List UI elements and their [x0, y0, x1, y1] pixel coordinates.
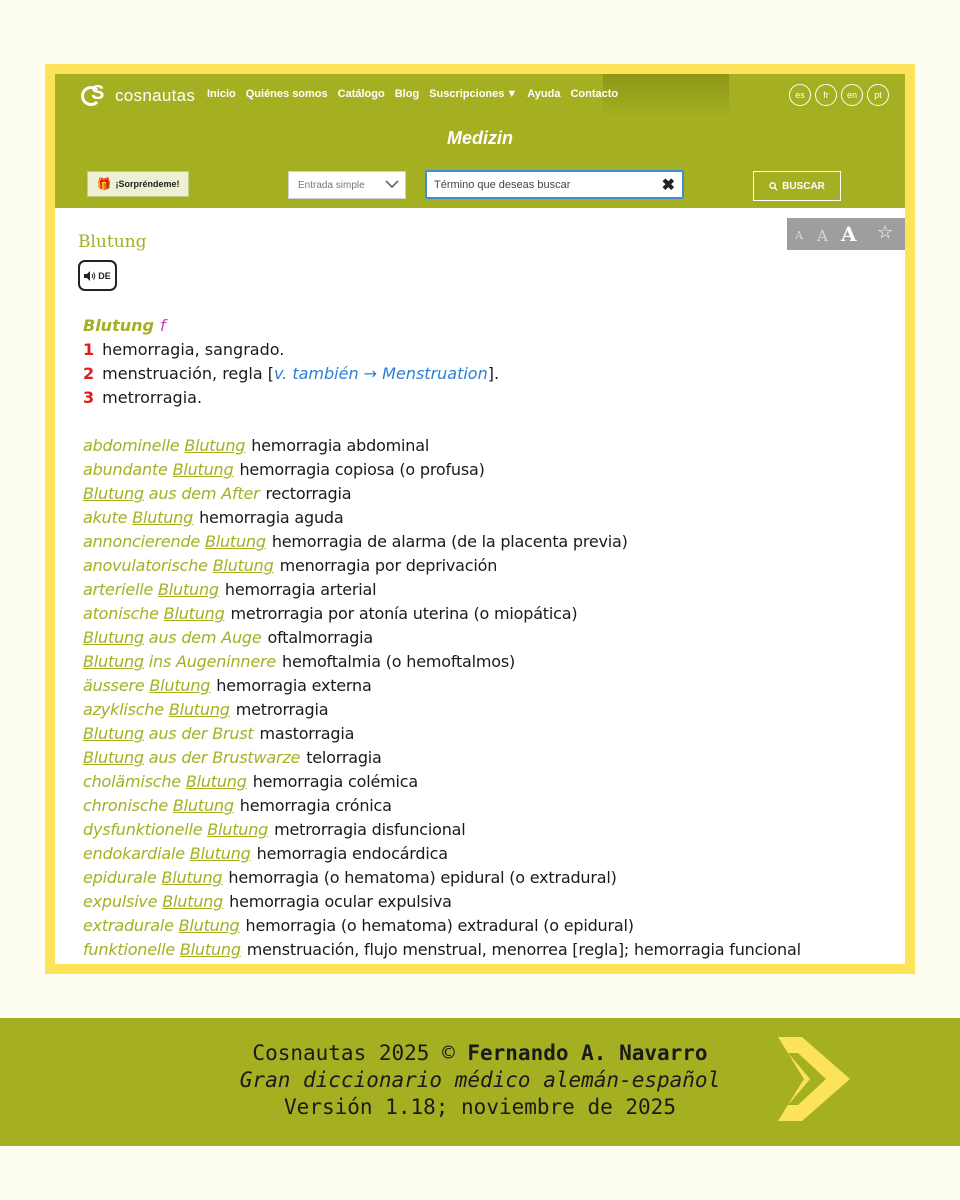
phrase-row	[83, 650, 899, 674]
phrase-german: akute Blutung	[83, 508, 194, 527]
font-size-toolbar	[787, 218, 905, 250]
headword-link[interactable]: Blutung	[184, 436, 246, 455]
lang-es-button[interactable]: es	[789, 84, 811, 106]
audio-pronunciation-button[interactable]: DE	[78, 260, 117, 291]
phrase-german: Blutung aus der Brustwarze	[83, 748, 301, 767]
headword-link[interactable]: Blutung	[83, 484, 144, 503]
phrase-spanish: hemorragia (o hematoma) extradural (o epidural)	[245, 916, 634, 935]
surprise-me-button[interactable]: 🎁 ¡Sorpréndeme!	[87, 171, 189, 197]
phrase-row	[83, 434, 899, 458]
nav-item-ayuda[interactable]: Ayuda	[527, 88, 561, 100]
phrase-row	[83, 794, 899, 818]
phrase-german: Blutung aus dem After	[83, 484, 260, 503]
phrase-german: arterielle Blutung	[83, 580, 219, 599]
chevron-arrow-icon	[776, 1037, 852, 1121]
headword-link[interactable]: Blutung	[83, 652, 144, 671]
entry-lemma-line	[83, 314, 499, 338]
footer-banner	[0, 1018, 960, 1146]
phrase-row	[83, 818, 899, 842]
headword-link[interactable]: Blutung	[163, 604, 225, 623]
language-switcher	[789, 84, 889, 106]
phrase-spanish: hemorragia arterial	[224, 580, 377, 599]
headword-link[interactable]: Blutung	[204, 532, 266, 551]
headword-link[interactable]: Blutung	[178, 916, 240, 935]
phrase-spanish: hemorragia externa	[216, 676, 372, 695]
font-size-large-button[interactable]: A	[841, 222, 857, 246]
phrase-row	[83, 554, 899, 578]
phrase-spanish: metrorragia por atonía uterina (o miopática)	[230, 604, 578, 623]
phrase-german: chronische Blutung	[83, 796, 234, 815]
phrase-spanish: menstruación, flujo menstrual, menorrea [regla]; hemorragia funcional	[246, 940, 801, 959]
headword-link[interactable]: Blutung	[158, 580, 219, 599]
nav-item-inicio[interactable]: Inicio	[207, 88, 236, 100]
phrase-spanish: hemorragia abdominal	[251, 436, 430, 455]
phrase-spanish: hemorragia colémica	[252, 772, 418, 791]
lang-en-button[interactable]: en	[841, 84, 863, 106]
phrase-german: abundante Blutung	[83, 460, 234, 479]
phrase-spanish: metrorragia disfuncional	[274, 820, 466, 839]
phrase-spanish: hemorragia ocular expulsiva	[229, 892, 452, 911]
main-nav	[207, 88, 618, 100]
phrase-spanish: hemoftalmia (o hemoftalmos)	[282, 652, 516, 671]
phrase-spanish: hemorragia endocárdica	[256, 844, 448, 863]
phrase-row	[83, 626, 899, 650]
search-input[interactable]: Término que deseas buscar ✖	[425, 170, 684, 199]
footer-copyright: Cosnautas 2025 © Fernando A. Navarro	[252, 1041, 708, 1065]
phrase-spanish: hemorragia aguda	[199, 508, 344, 527]
headword-link[interactable]: Blutung	[179, 940, 241, 959]
phrase-german: azyklische Blutung	[83, 700, 230, 719]
phrase-row	[83, 482, 899, 506]
cross-reference-link[interactable]: v. también → Menstruation	[274, 364, 488, 383]
headword-link[interactable]: Blutung	[168, 700, 230, 719]
headword-link[interactable]: Blutung	[149, 676, 211, 695]
headword-link[interactable]: Blutung	[189, 844, 251, 863]
headword-link[interactable]: Blutung	[161, 868, 223, 887]
phrase-row	[83, 938, 899, 962]
phrase-row	[83, 458, 899, 482]
speaker-icon	[84, 271, 96, 281]
sense-1: 1 hemorragia, sangrado.	[83, 340, 285, 359]
phrase-german: abdominelle Blutung	[83, 436, 246, 455]
phrase-spanish: hemorragia de alarma (de la placenta previa)	[271, 532, 628, 551]
phrase-german: cholämische Blutung	[83, 772, 247, 791]
phrase-spanish: telorragia	[306, 748, 382, 767]
gender-marker: f	[159, 316, 166, 335]
headword-link[interactable]: Blutung	[207, 820, 269, 839]
phrase-german: funktionelle Blutung	[83, 940, 241, 959]
cosnautas-logo-icon: S	[81, 85, 109, 107]
nav-item-catalogo[interactable]: Catálogo	[337, 88, 385, 100]
phrase-row	[83, 506, 899, 530]
phrase-german: endokardiale Blutung	[83, 844, 251, 863]
footer-version: Versión 1.18; noviembre de 2025	[284, 1095, 676, 1119]
lang-fr-button[interactable]: fr	[815, 84, 837, 106]
search-mode-select[interactable]: Entrada simple	[288, 171, 406, 199]
phrase-german: extradurale Blutung	[83, 916, 240, 935]
caret-down-icon: ▼	[506, 88, 518, 100]
phrase-row	[83, 770, 899, 794]
phrase-row	[83, 866, 899, 890]
nav-item-blog[interactable]: Blog	[394, 88, 420, 100]
headword-link[interactable]: Blutung	[162, 892, 224, 911]
site-logo[interactable]	[81, 83, 195, 109]
site-header	[55, 74, 905, 208]
entry-definition	[83, 314, 499, 410]
headword-link[interactable]: Blutung	[83, 724, 144, 743]
lemma: Blutung	[83, 316, 154, 335]
clear-icon[interactable]: ✖	[661, 177, 675, 194]
headword-link[interactable]: Blutung	[83, 628, 144, 647]
phrase-row	[83, 602, 899, 626]
phrase-spanish: hemorragia copiosa (o profusa)	[239, 460, 485, 479]
headword-link[interactable]: Blutung	[132, 508, 194, 527]
phrase-spanish: oftalmorragia	[267, 628, 374, 647]
phrase-german: Blutung ins Augeninnere	[83, 652, 276, 671]
headword-link[interactable]: Blutung	[172, 796, 234, 815]
headword-link[interactable]: Blutung	[172, 460, 234, 479]
phrase-spanish: hemorragia crónica	[239, 796, 392, 815]
logo-text: cosnautas	[115, 86, 196, 105]
search-button[interactable]: BUSCAR	[753, 171, 841, 201]
nav-item-quienes-somos[interactable]: Quiénes somos	[245, 88, 328, 100]
phrase-german: Blutung aus dem Auge	[83, 628, 262, 647]
star-icon[interactable]: ☆	[877, 222, 894, 243]
headword-link[interactable]: Blutung	[185, 772, 247, 791]
phrase-german: äussere Blutung	[83, 676, 211, 695]
phrase-spanish: hemorragia (o hematoma) epidural (o extradural)	[228, 868, 617, 887]
phrase-row	[83, 746, 899, 770]
phrase-row	[83, 722, 899, 746]
phrase-row	[83, 674, 899, 698]
gift-icon: 🎁	[96, 177, 112, 191]
phrase-german: atonische Blutung	[83, 604, 225, 623]
sense-2: 2 menstruación, regla [v. también → Menstruation].	[83, 364, 500, 383]
phrase-row	[83, 698, 899, 722]
phrase-spanish: metrorragia	[235, 700, 329, 719]
search-icon	[769, 182, 778, 191]
nav-item-contacto[interactable]: Contacto	[570, 88, 619, 100]
sense-3: 3 metrorragia.	[83, 388, 203, 407]
dictionary-title: Medizin	[447, 128, 513, 148]
chevron-down-icon	[385, 177, 399, 191]
phrase-row	[83, 842, 899, 866]
phrase-german: epidurale Blutung	[83, 868, 223, 887]
headword-link[interactable]: Blutung	[83, 748, 144, 767]
footer-dictionary-title: Gran diccionario médico alemán-español	[239, 1068, 721, 1092]
phrase-spanish: rectorragia	[265, 484, 352, 503]
font-size-medium-button[interactable]: A	[817, 227, 828, 245]
phrase-german: expulsive Blutung	[83, 892, 224, 911]
lang-pt-button[interactable]: pt	[867, 84, 889, 106]
phrase-row	[83, 578, 899, 602]
phrase-german: annoncierende Blutung	[83, 532, 266, 551]
entry-headword: Blutung	[78, 232, 147, 252]
nav-item-suscripciones[interactable]: Suscripciones ▼	[429, 88, 518, 100]
phrase-german: dysfunktionelle Blutung	[83, 820, 269, 839]
phrase-row	[83, 530, 899, 554]
browser-viewport	[55, 74, 905, 964]
phrase-row	[83, 890, 899, 914]
phrase-german: Blutung aus der Brust	[83, 724, 254, 743]
phrase-row	[83, 914, 899, 938]
phrase-list	[83, 434, 899, 962]
font-size-small-button[interactable]: A	[795, 229, 803, 242]
screenshot-frame	[45, 64, 915, 974]
headword-link[interactable]: Blutung	[212, 556, 274, 575]
phrase-spanish: menorragia por deprivación	[279, 556, 498, 575]
phrase-german: anovulatorische Blutung	[83, 556, 274, 575]
phrase-spanish: mastorragia	[259, 724, 355, 743]
